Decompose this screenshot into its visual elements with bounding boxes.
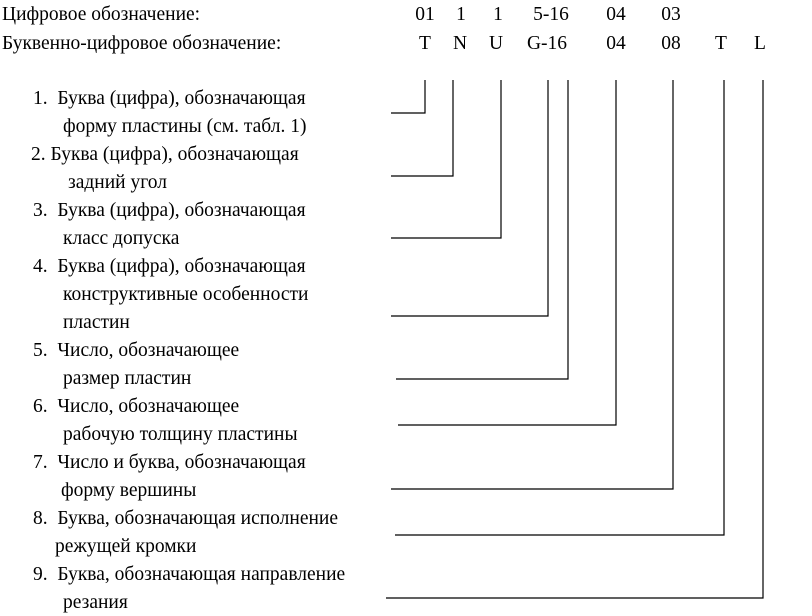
item-3-line-2: класс допуска (63, 228, 180, 249)
item-1-line-2: форму пластины (см. табл. 1) (63, 116, 307, 137)
item-2-line-2: задний угол (68, 172, 167, 193)
numeric-code-3: 1 (493, 4, 503, 25)
alnum-code-1: T (419, 33, 431, 54)
leader-line-3 (391, 80, 501, 238)
leader-line-9 (386, 80, 763, 598)
item-5-line-2: размер пластин (63, 368, 192, 389)
item-9-line-2: резания (63, 592, 128, 613)
numeric-designation-label: Цифровое обозначение: (2, 4, 201, 25)
numeric-code-5: 04 (606, 4, 626, 25)
numeric-code-4: 5-16 (533, 4, 569, 25)
alnum-code-6: 08 (661, 33, 681, 54)
item-8-line-2: режущей кромки (55, 536, 197, 557)
leader-line-5 (396, 80, 568, 379)
leader-line-4 (391, 80, 548, 316)
item-4-line-3: пластин (63, 312, 130, 333)
leader-line-7 (391, 80, 673, 489)
item-6-line-2: рабочую толщину пластины (63, 424, 298, 445)
alnum-code-3: U (488, 33, 504, 54)
item-5-line-1: 5. Число, обозначающее (33, 340, 240, 361)
item-2-line-1: 2. Буква (цифра), обозначающая (31, 144, 299, 165)
alnum-code-4: G-16 (526, 33, 568, 54)
alnum-code-2: N (452, 33, 468, 54)
alnum-code-8: L (754, 33, 766, 54)
leader-line-2 (391, 80, 453, 176)
item-1-line-1: 1. Буква (цифра), обозначающая (33, 88, 306, 109)
numeric-code-2: 1 (456, 4, 466, 25)
item-6-line-1: 6. Число, обозначающее (33, 396, 240, 417)
item-9-line-1: 9. Буква, обозначающая направление (33, 564, 346, 585)
item-3-line-1: 3. Буква (цифра), обозначающая (33, 200, 306, 221)
item-7-line-2: форму вершины (61, 480, 197, 501)
numeric-code-1: 01 (415, 4, 435, 25)
alnum-designation-label: Буквенно-цифровое обозначение: (2, 33, 282, 54)
alnum-code-5: 04 (606, 33, 626, 54)
item-8-line-1: 8. Буква, обозначающая исполнение (33, 508, 339, 529)
numeric-code-6: 03 (661, 4, 681, 25)
item-4-line-2: конструктивные особенности (63, 284, 309, 305)
leader-line-1 (391, 80, 425, 113)
item-4-line-1: 4. Буква (цифра), обозначающая (33, 256, 306, 277)
alnum-code-7: T (715, 33, 727, 54)
item-7-line-1: 7. Число и буква, обозначающая (33, 452, 306, 473)
leader-line-8 (395, 80, 724, 535)
leader-line-6 (398, 80, 616, 425)
